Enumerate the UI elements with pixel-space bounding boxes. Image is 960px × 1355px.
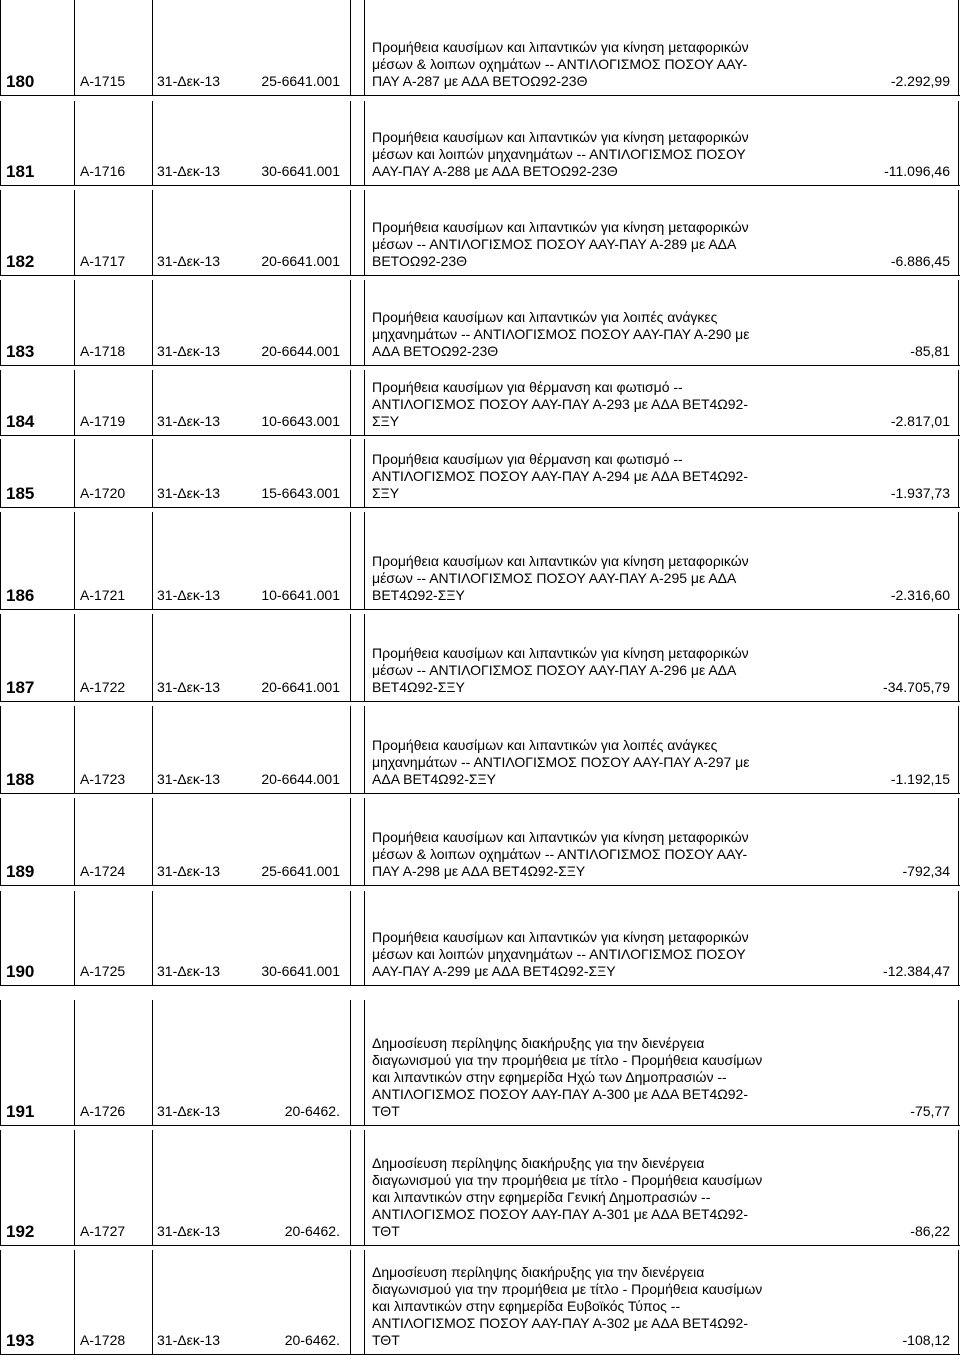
entry-amount: -85,81 bbox=[910, 343, 950, 359]
entry-description: Προμήθεια καυσίμων για θέρμανση και φωτισμό -- ΑΝΤΙΛΟΓΙΣΜΟΣ ΠΟΣΟΥ ΑΑΥ-ΠΑΥ Α-294 με ΑΔΑ ΒΕΤ4Ω92- ΣΞΥ bbox=[372, 451, 748, 501]
column-divider bbox=[958, 1250, 959, 1355]
column-divider bbox=[152, 614, 153, 702]
column-divider bbox=[0, 1250, 1, 1355]
table-row bbox=[0, 614, 960, 702]
column-divider bbox=[350, 798, 351, 886]
table-row bbox=[0, 190, 960, 276]
column-divider bbox=[0, 370, 1, 436]
column-divider bbox=[958, 614, 959, 702]
voucher-code: Α-1728 bbox=[80, 1332, 126, 1348]
row-divider bbox=[0, 1245, 960, 1246]
entry-description: Προμήθεια καυσίμων για θέρμανση και φωτισμό -- ΑΝΤΙΛΟΓΙΣΜΟΣ ΠΟΣΟΥ ΑΑΥ-ΠΑΥ Α-293 με ΑΔΑ ΒΕΤ4Ω92- ΣΞΥ bbox=[372, 379, 748, 429]
entry-description: Προμήθεια καυσίμων και λιπαντικών για κίνηση μεταφορικών μέσων -- ΑΝΤΙΛΟΓΙΣΜΟΣ ΠΟΣΟΥ ΑΑΥ-ΠΑΥ Α-296 με ΑΔΑ ΒΕΤ4Ω92-ΣΞΥ bbox=[372, 645, 749, 695]
table-row bbox=[0, 512, 960, 610]
account-code: 20-6462. bbox=[284, 1223, 340, 1239]
row-divider bbox=[0, 701, 960, 702]
column-divider bbox=[364, 891, 365, 986]
column-divider bbox=[350, 891, 351, 986]
column-divider bbox=[152, 190, 153, 276]
account-code: 20-6644.001 bbox=[261, 343, 340, 359]
table-row bbox=[0, 1000, 960, 1126]
row-number: 190 bbox=[6, 962, 35, 981]
row-number: 191 bbox=[6, 1102, 35, 1121]
column-divider bbox=[364, 1250, 365, 1355]
table-row bbox=[0, 439, 960, 508]
voucher-code: Α-1725 bbox=[80, 963, 126, 979]
account-code: 25-6641.001 bbox=[261, 73, 340, 89]
column-divider bbox=[958, 280, 959, 366]
column-divider bbox=[152, 0, 153, 96]
entry-description: Προμήθεια καυσίμων και λιπαντικών για λοιπές ανάγκες μηχανημάτων -- ΑΝΤΙΛΟΓΙΣΜΟΣ ΠΟΣΟΥ ΑΑΥ-ΠΑΥ Α-297 με ΑΔΑ ΒΕΤ4Ω92-ΣΞΥ bbox=[372, 737, 750, 787]
column-divider bbox=[152, 439, 153, 508]
column-divider bbox=[364, 512, 365, 610]
entry-amount: -1.937,73 bbox=[890, 485, 950, 501]
table-row bbox=[0, 0, 960, 96]
column-divider bbox=[350, 280, 351, 366]
table-row bbox=[0, 1250, 960, 1355]
column-divider bbox=[74, 190, 75, 276]
row-number: 182 bbox=[6, 252, 35, 271]
entry-date: 31-Δεκ-13 bbox=[157, 253, 221, 269]
column-divider bbox=[350, 101, 351, 186]
column-divider bbox=[364, 1130, 365, 1246]
row-divider bbox=[0, 365, 960, 366]
entry-description: Δημοσίευση περίληψης διακήρυξης για την διενέργεια διαγωνισμού για την προμήθεια με τίτλο - Προμήθεια καυσίμων και λιπαντικών στην εφημερίδα Γενική Δημοπρασιών -- ΑΝΤΙΛΟΓΙΣΜΟΣ ΠΟΣΟΥ ΑΑΥ-ΠΑΥ Α-301 με ΑΔΑ ΒΕΤ4Ω92- ΤΘΤ bbox=[372, 1155, 763, 1239]
row-number: 183 bbox=[6, 342, 35, 361]
column-divider bbox=[350, 1250, 351, 1355]
row-number: 184 bbox=[6, 412, 35, 431]
entry-amount: -12.384,47 bbox=[883, 963, 950, 979]
row-divider bbox=[0, 275, 960, 276]
row-number: 180 bbox=[6, 72, 35, 91]
table-row bbox=[0, 370, 960, 436]
account-code: 25-6641.001 bbox=[261, 863, 340, 879]
column-divider bbox=[74, 798, 75, 886]
voucher-code: Α-1724 bbox=[80, 863, 126, 879]
column-divider bbox=[152, 512, 153, 610]
entry-description: Προμήθεια καυσίμων και λιπαντικών για κίνηση μεταφορικών μέσων και λοιπών μηχανημάτων -- ΑΝΤΙΛΟΓΙΣΜΟΣ ΠΟΣΟΥ ΑΑΥ-ΠΑΥ Α-288 με ΑΔΑ ΒΕΤΟΩ92-23Θ bbox=[372, 129, 749, 179]
voucher-code: Α-1720 bbox=[80, 485, 126, 501]
column-divider bbox=[152, 891, 153, 986]
entry-amount: -108,12 bbox=[902, 1332, 950, 1348]
column-divider bbox=[74, 0, 75, 96]
entry-amount: -2.316,60 bbox=[890, 587, 950, 603]
entry-date: 31-Δεκ-13 bbox=[157, 771, 221, 787]
column-divider bbox=[74, 280, 75, 366]
account-code: 15-6643.001 bbox=[261, 485, 340, 501]
column-divider bbox=[350, 614, 351, 702]
entry-description: Προμήθεια καυσίμων και λιπαντικών για κίνηση μεταφορικών μέσων -- ΑΝΤΙΛΟΓΙΣΜΟΣ ΠΟΣΟΥ ΑΑΥ-ΠΑΥ Α-295 με ΑΔΑ ΒΕΤ4Ω92-ΣΞΥ bbox=[372, 553, 749, 603]
row-divider bbox=[0, 985, 960, 986]
column-divider bbox=[0, 706, 1, 794]
row-divider bbox=[0, 885, 960, 886]
column-divider bbox=[0, 891, 1, 986]
row-divider bbox=[0, 507, 960, 508]
entry-amount: -1.192,15 bbox=[890, 771, 950, 787]
column-divider bbox=[74, 706, 75, 794]
table-row bbox=[0, 798, 960, 886]
column-divider bbox=[0, 101, 1, 186]
entry-amount: -792,34 bbox=[902, 863, 950, 879]
column-divider bbox=[152, 1000, 153, 1126]
row-number: 193 bbox=[6, 1331, 35, 1350]
column-divider bbox=[364, 0, 365, 96]
entry-amount: -34.705,79 bbox=[883, 679, 950, 695]
column-divider bbox=[0, 439, 1, 508]
entry-date: 31-Δεκ-13 bbox=[157, 163, 221, 179]
column-divider bbox=[364, 798, 365, 886]
column-divider bbox=[0, 798, 1, 886]
column-divider bbox=[364, 706, 365, 794]
row-number: 185 bbox=[6, 484, 35, 503]
voucher-code: Α-1726 bbox=[80, 1103, 126, 1119]
column-divider bbox=[152, 1130, 153, 1246]
column-divider bbox=[152, 101, 153, 186]
account-code: 30-6641.001 bbox=[261, 163, 340, 179]
column-divider bbox=[74, 370, 75, 436]
row-number: 181 bbox=[6, 162, 35, 181]
entry-date: 31-Δεκ-13 bbox=[157, 1103, 221, 1119]
column-divider bbox=[74, 439, 75, 508]
column-divider bbox=[958, 190, 959, 276]
voucher-code: Α-1722 bbox=[80, 679, 126, 695]
entry-date: 31-Δεκ-13 bbox=[157, 73, 221, 89]
column-divider bbox=[74, 1130, 75, 1246]
column-divider bbox=[0, 190, 1, 276]
entry-date: 31-Δεκ-13 bbox=[157, 863, 221, 879]
column-divider bbox=[74, 614, 75, 702]
account-code: 20-6462. bbox=[284, 1332, 340, 1348]
column-divider bbox=[350, 1000, 351, 1126]
column-divider bbox=[350, 706, 351, 794]
entry-description: Προμήθεια καυσίμων και λιπαντικών για κίνηση μεταφορικών μέσων & λοιπων οχημάτων -- ΑΝΤΙΛΟΓΙΣΜΟΣ ΠΟΣΟΥ ΑΑΥ- ΠΑΥ Α-298 με ΑΔΑ ΒΕΤ4Ω92-ΣΞΥ bbox=[372, 829, 749, 879]
entry-amount: -75,77 bbox=[910, 1103, 950, 1119]
column-divider bbox=[350, 512, 351, 610]
voucher-code: Α-1721 bbox=[80, 587, 126, 603]
column-divider bbox=[958, 0, 959, 96]
row-number: 192 bbox=[6, 1222, 35, 1241]
entry-date: 31-Δεκ-13 bbox=[157, 963, 221, 979]
entry-description: Δημοσίευση περίληψης διακήρυξης για την διενέργεια διαγωνισμού για την προμήθεια με τίτλο - Προμήθεια καυσίμων και λιπαντικών στην εφημερίδα Ευβοϊκός Τύπος -- ΑΝΤΙΛΟΓΙΣΜΟΣ ΠΟΣΟΥ ΑΑΥ-ΠΑΥ Α-302 με ΑΔΑ ΒΕΤ4Ω92- ΤΘΤ bbox=[372, 1264, 763, 1348]
column-divider bbox=[958, 101, 959, 186]
account-code: 20-6641.001 bbox=[261, 253, 340, 269]
table-row bbox=[0, 706, 960, 794]
column-divider bbox=[958, 370, 959, 436]
row-divider bbox=[0, 95, 960, 96]
entry-amount: -2.817,01 bbox=[890, 413, 950, 429]
column-divider bbox=[0, 1130, 1, 1246]
column-divider bbox=[0, 280, 1, 366]
row-divider bbox=[0, 185, 960, 186]
entry-amount: -6.886,45 bbox=[890, 253, 950, 269]
column-divider bbox=[0, 1000, 1, 1126]
voucher-code: Α-1715 bbox=[80, 73, 126, 89]
column-divider bbox=[958, 512, 959, 610]
entry-date: 31-Δεκ-13 bbox=[157, 1223, 221, 1239]
column-divider bbox=[350, 439, 351, 508]
voucher-code: Α-1719 bbox=[80, 413, 126, 429]
account-code: 10-6643.001 bbox=[261, 413, 340, 429]
column-divider bbox=[74, 1000, 75, 1126]
column-divider bbox=[958, 706, 959, 794]
entry-description: Προμήθεια καυσίμων και λιπαντικών για κίνηση μεταφορικών μέσων και λοιπών μηχανημάτων -- ΑΝΤΙΛΟΓΙΣΜΟΣ ΠΟΣΟΥ ΑΑΥ-ΠΑΥ Α-299 με ΑΔΑ ΒΕΤ4Ω92-ΣΞΥ bbox=[372, 929, 749, 979]
column-divider bbox=[74, 512, 75, 610]
entry-date: 31-Δεκ-13 bbox=[157, 679, 221, 695]
entry-amount: -86,22 bbox=[910, 1223, 950, 1239]
entry-date: 31-Δεκ-13 bbox=[157, 413, 221, 429]
account-code: 30-6641.001 bbox=[261, 963, 340, 979]
column-divider bbox=[958, 798, 959, 886]
table-row bbox=[0, 891, 960, 986]
column-divider bbox=[364, 1000, 365, 1126]
table-row bbox=[0, 101, 960, 186]
entry-description: Δημοσίευση περίληψης διακήρυξης για την διενέργεια διαγωνισμού για την προμήθεια με τίτλο - Προμήθεια καυσίμων και λιπαντικών στην εφημερίδα Ηχώ των Δημοπρασιών -- ΑΝΤΙΛΟΓΙΣΜΟΣ ΠΟΣΟΥ ΑΑΥ-ΠΑΥ Α-300 με ΑΔΑ ΒΕΤ4Ω92- ΤΘΤ bbox=[372, 1035, 763, 1119]
column-divider bbox=[958, 1000, 959, 1126]
column-divider bbox=[152, 370, 153, 436]
table-row bbox=[0, 1130, 960, 1246]
row-divider bbox=[0, 609, 960, 610]
account-code: 20-6462. bbox=[284, 1103, 340, 1119]
column-divider bbox=[350, 0, 351, 96]
voucher-code: Α-1727 bbox=[80, 1223, 126, 1239]
row-divider bbox=[0, 1125, 960, 1126]
column-divider bbox=[364, 101, 365, 186]
column-divider bbox=[350, 370, 351, 436]
column-divider bbox=[152, 1250, 153, 1355]
column-divider bbox=[364, 370, 365, 436]
column-divider bbox=[74, 891, 75, 986]
column-divider bbox=[74, 1250, 75, 1355]
column-divider bbox=[350, 1130, 351, 1246]
row-divider bbox=[0, 435, 960, 436]
entry-date: 31-Δεκ-13 bbox=[157, 343, 221, 359]
voucher-code: Α-1723 bbox=[80, 771, 126, 787]
column-divider bbox=[364, 614, 365, 702]
account-code: 20-6644.001 bbox=[261, 771, 340, 787]
column-divider bbox=[364, 280, 365, 366]
table-row bbox=[0, 280, 960, 366]
column-divider bbox=[364, 439, 365, 508]
column-divider bbox=[152, 706, 153, 794]
row-divider bbox=[0, 793, 960, 794]
voucher-code: Α-1718 bbox=[80, 343, 126, 359]
entry-description: Προμήθεια καυσίμων και λιπαντικών για λοιπές ανάγκες μηχανημάτων -- ΑΝΤΙΛΟΓΙΣΜΟΣ ΠΟΣΟΥ ΑΑΥ-ΠΑΥ Α-290 με ΑΔΑ ΒΕΤΟΩ92-23Θ bbox=[372, 309, 750, 359]
row-number: 186 bbox=[6, 586, 35, 605]
row-number: 188 bbox=[6, 770, 35, 789]
voucher-code: Α-1716 bbox=[80, 163, 126, 179]
entry-date: 31-Δεκ-13 bbox=[157, 587, 221, 603]
column-divider bbox=[0, 614, 1, 702]
entry-amount: -2.292,99 bbox=[890, 73, 950, 89]
entry-amount: -11.096,46 bbox=[884, 163, 950, 179]
column-divider bbox=[74, 101, 75, 186]
column-divider bbox=[152, 280, 153, 366]
entry-date: 31-Δεκ-13 bbox=[157, 1332, 221, 1348]
row-number: 189 bbox=[6, 862, 35, 881]
column-divider bbox=[152, 798, 153, 886]
column-divider bbox=[958, 439, 959, 508]
column-divider bbox=[350, 190, 351, 276]
entry-description: Προμήθεια καυσίμων και λιπαντικών για κίνηση μεταφορικών μέσων & λοιπων οχημάτων -- ΑΝΤΙΛΟΓΙΣΜΟΣ ΠΟΣΟΥ ΑΑΥ- ΠΑΥ Α-287 με ΑΔΑ ΒΕΤΟΩ92-23Θ bbox=[372, 39, 749, 89]
column-divider bbox=[364, 190, 365, 276]
row-number: 187 bbox=[6, 678, 35, 697]
account-code: 10-6641.001 bbox=[261, 587, 340, 603]
entry-description: Προμήθεια καυσίμων και λιπαντικών για κίνηση μεταφορικών μέσων -- ΑΝΤΙΛΟΓΙΣΜΟΣ ΠΟΣΟΥ ΑΑΥ-ΠΑΥ Α-289 με ΑΔΑ ΒΕΤΟΩ92-23Θ bbox=[372, 219, 749, 269]
entry-date: 31-Δεκ-13 bbox=[157, 485, 221, 501]
voucher-code: Α-1717 bbox=[80, 253, 126, 269]
account-code: 20-6641.001 bbox=[261, 679, 340, 695]
column-divider bbox=[0, 0, 1, 96]
column-divider bbox=[958, 1130, 959, 1246]
column-divider bbox=[0, 512, 1, 610]
column-divider bbox=[958, 891, 959, 986]
